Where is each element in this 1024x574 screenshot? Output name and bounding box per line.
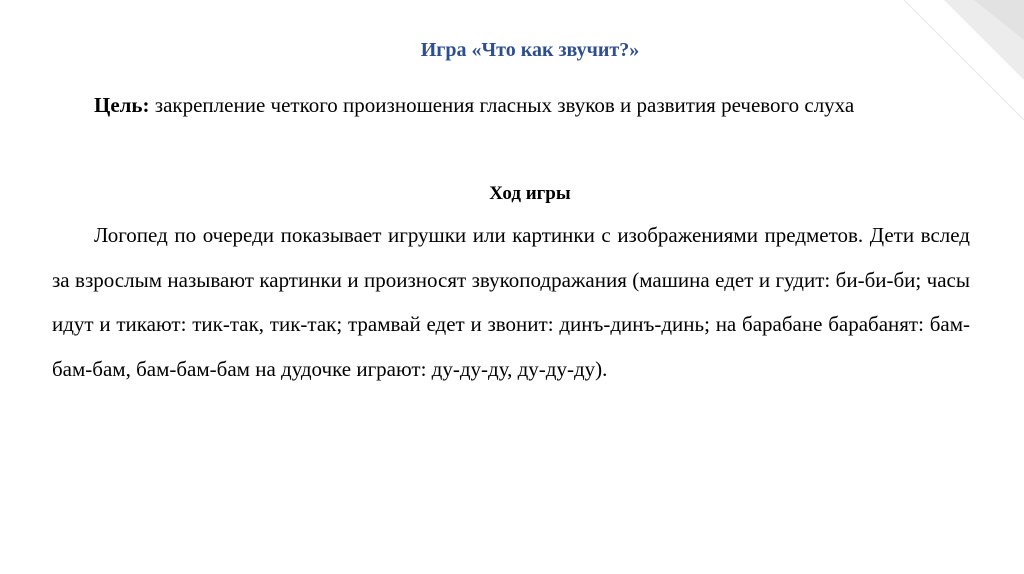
section-subtitle: Ход игры <box>489 183 571 204</box>
slide-title: Игра «Что как звучит?» <box>420 39 640 61</box>
goal-label: Цель: <box>94 93 150 117</box>
game-description: Логопед по очереди показывает игрушки или картинки с изображениями предметов. Дети вслед за взрослым называют картинки и произносят звукоподражания (машина едет и гудит: би-би-би; часы идут и тикают: тик-так, тик-так; трамвай едет и звонит: динъ-динъ-динь; на барабане барабанят: бам-бам-бам, бам-бам-бам на дудочке играют: ду-ду-ду, ду-ду-ду). <box>52 223 970 381</box>
goal-paragraph <box>52 82 970 128</box>
goal-text: закрепление четкого произношения гласных звуков и развития речевого слуха <box>149 93 855 117</box>
